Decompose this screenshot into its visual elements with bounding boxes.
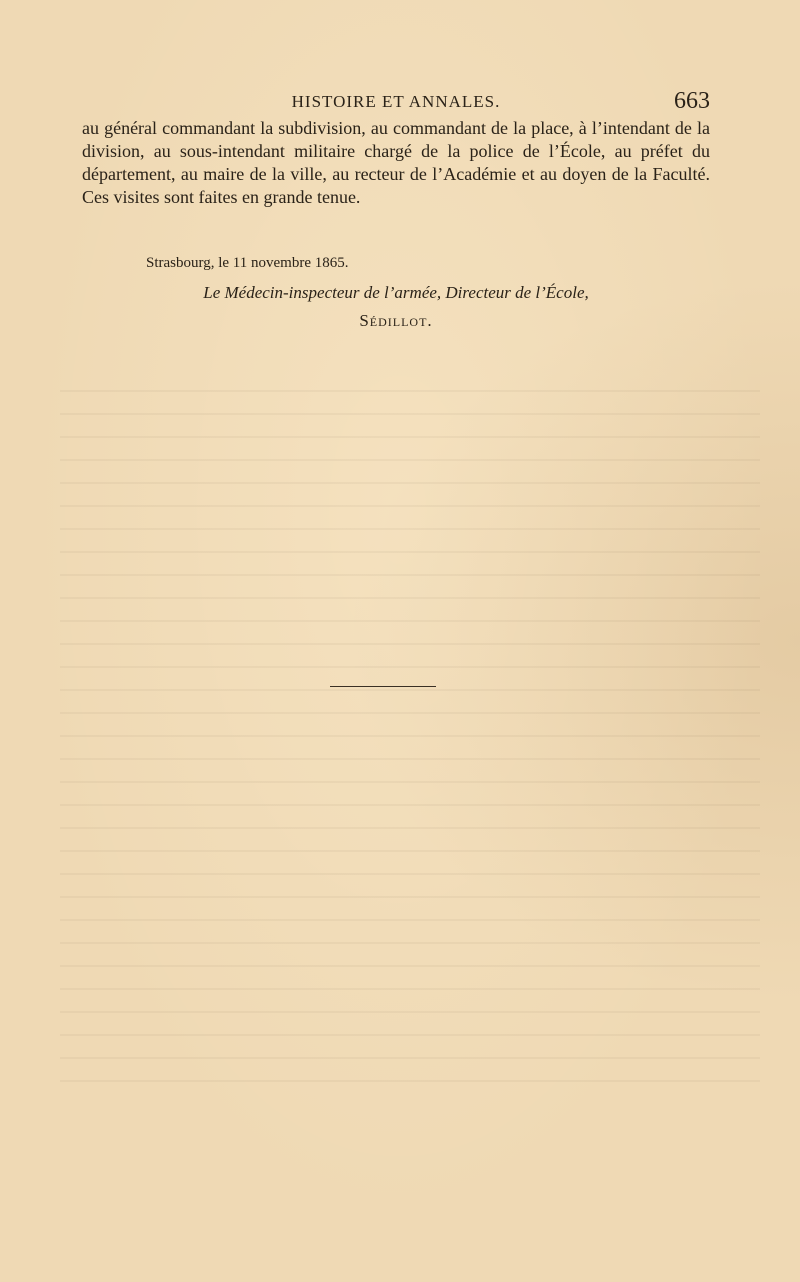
- running-head: [82, 88, 710, 118]
- body-paragraph: au général commandant la subdivision, au commandant de la place, à l’intendant de la division, au sous-intendant militaire chargé de la police de l’École, au préfet du département, au maire de la ville, au recteur de l’Académie et au doyen de la Faculté. Ces visites sont faites en grande tenue.: [82, 118, 710, 207]
- section-end-rule: [330, 686, 436, 687]
- page-number: 663: [674, 88, 710, 114]
- body-text: [82, 117, 710, 209]
- show-through-texture: [60, 390, 760, 1090]
- dateline: Strasbourg, le 11 novembre 1865.: [146, 255, 349, 271]
- signatory-name-text: Sédillot.: [359, 311, 433, 330]
- running-title: HISTOIRE ET ANNALES.: [291, 92, 501, 111]
- signatory-name: [82, 311, 710, 331]
- signatory-title: Le Médecin-inspecteur de l’armée, Directeur de l’École,: [203, 283, 589, 302]
